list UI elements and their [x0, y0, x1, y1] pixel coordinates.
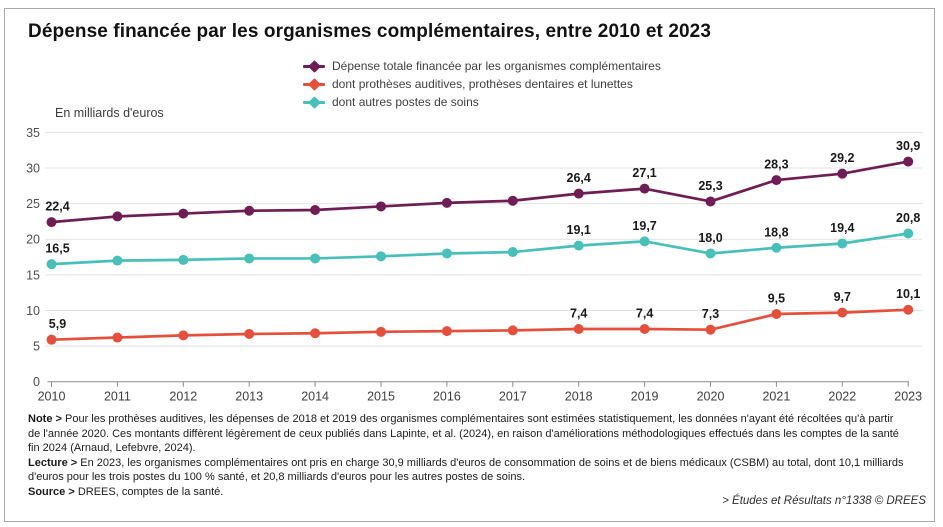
y-tick-label: 25	[26, 197, 40, 212]
legend-label-protheses: dont prothèses auditives, prothèses dentaires et lunettes	[332, 77, 633, 91]
data-point	[47, 217, 57, 227]
y-axis-labels	[26, 126, 40, 389]
y-tick-label: 10	[26, 303, 40, 318]
data-point	[640, 324, 650, 334]
x-axis	[38, 382, 923, 404]
chart-title: Dépense financée par les organismes complémentaires, entre 2010 et 2023	[28, 21, 711, 42]
publication-credit: > Études et Résultats n°1338 © DREES	[722, 495, 926, 507]
data-point	[244, 206, 254, 216]
data-point	[47, 259, 57, 269]
data-point	[640, 236, 650, 246]
footer-notes	[28, 412, 906, 499]
data-point-label: 7,3	[701, 307, 720, 322]
data-point	[310, 253, 320, 263]
data-point	[837, 308, 847, 318]
y-tick-label: 20	[26, 232, 40, 247]
x-tick-label: 2014	[301, 389, 330, 404]
data-point-label: 26,4	[566, 171, 591, 186]
source-text: DREES, comptes de la santé.	[74, 485, 224, 498]
data-point	[508, 196, 518, 206]
x-tick-label: 2011	[103, 389, 131, 404]
data-point	[442, 326, 452, 336]
diamond-marker-icon	[303, 97, 325, 107]
data-point	[837, 169, 847, 179]
note-paragraph	[28, 412, 906, 456]
data-point	[442, 248, 452, 258]
data-point-label: 29,2	[830, 151, 855, 166]
x-tick-label: 2023	[894, 389, 923, 404]
data-point	[903, 305, 913, 315]
chart-legend	[303, 57, 661, 111]
legend-item-autres	[303, 93, 661, 111]
data-point	[244, 253, 254, 263]
x-tick-label: 2016	[432, 389, 461, 404]
data-point	[178, 209, 188, 219]
legend-label-total: Dépense totale financée par les organismes complémentaires	[332, 59, 661, 73]
data-point-label: 16,5	[45, 241, 70, 256]
lecture-paragraph	[28, 456, 906, 485]
diamond-marker-icon	[303, 79, 325, 89]
data-point	[574, 189, 584, 199]
legend-item-total	[303, 57, 661, 75]
data-point	[112, 333, 122, 343]
note-text: Pour les prothèses auditives, les dépenses de 2018 et 2019 des organismes complémentaires sont estimées statistiquement, les données n'ayant été récoltées qu'à partir de l'année 2020. Ces montants diffèrent légèrement de ceux publiés dans Lapinte, et al. (2024), en raison d'améliorations méthodologiques effectués dans les comptes de la santé fin 2024 (Arnaud, Lefebvre, 2024).	[28, 413, 899, 455]
lecture-text: En 2023, les organismes complémentaires ont pris en charge 30,9 milliards d'euros de consommation de soins et de biens médicaux (CSBM) au total, dont 10,1 milliards d'euros pour les trois postes du 100 % santé, et 20,8 milliards d'euros pour les autres postes de soins.	[28, 456, 904, 484]
data-point	[771, 309, 781, 319]
source-prefix: Source >	[28, 485, 75, 498]
x-tick-label: 2018	[564, 389, 593, 404]
note-prefix: Note >	[28, 413, 62, 425]
data-point-label: 7,4	[635, 306, 654, 321]
data-point	[244, 329, 254, 339]
data-point	[771, 243, 781, 253]
x-tick-label: 2012	[169, 389, 198, 404]
x-tick-label: 2022	[828, 389, 857, 404]
data-point	[376, 251, 386, 261]
data-point-label: 19,7	[632, 218, 657, 233]
data-point-label: 18,0	[698, 230, 723, 245]
data-point	[310, 205, 320, 215]
data-point-label: 10,1	[896, 287, 921, 302]
data-point	[903, 157, 913, 167]
y-tick-label: 35	[26, 125, 40, 140]
data-point	[376, 201, 386, 211]
data-point	[47, 335, 57, 345]
data-point-label: 7,4	[570, 306, 588, 321]
data-point	[178, 330, 188, 340]
data-point-label: 27,1	[632, 166, 657, 181]
series-point-labels-2	[45, 211, 920, 256]
y-tick-label: 15	[26, 268, 40, 283]
lecture-prefix: Lecture >	[28, 456, 78, 469]
data-point	[706, 196, 716, 206]
data-point	[640, 184, 650, 194]
x-tick-label: 2010	[37, 389, 66, 404]
y-tick-label: 30	[26, 161, 40, 176]
series-point-labels-1	[49, 287, 921, 331]
data-point-label: 9,5	[767, 291, 786, 306]
data-point-label: 5,9	[48, 317, 67, 332]
data-point-label: 28,3	[764, 157, 789, 172]
x-tick-label: 2015	[367, 389, 395, 404]
data-point	[771, 175, 781, 185]
data-point-label: 19,1	[566, 223, 591, 238]
data-point	[574, 324, 584, 334]
data-point-label: 30,9	[896, 139, 921, 154]
data-point	[508, 247, 518, 257]
data-point	[178, 255, 188, 265]
data-point	[376, 327, 386, 337]
legend-label-autres: dont autres postes de soins	[332, 95, 479, 109]
data-point	[310, 328, 320, 338]
x-tick-label: 2017	[498, 389, 527, 404]
data-point-label: 9,7	[833, 290, 851, 305]
data-point	[112, 211, 122, 221]
data-point	[442, 198, 452, 208]
data-point-label: 20,8	[896, 211, 921, 226]
x-tick-label: 2020	[696, 389, 725, 404]
data-point	[112, 256, 122, 266]
x-tick-label: 2021	[762, 389, 791, 404]
legend-item-protheses	[303, 75, 661, 93]
data-point-label: 25,3	[698, 178, 723, 193]
x-tick-label: 2013	[235, 389, 264, 404]
data-point-label: 19,4	[830, 220, 855, 235]
data-point	[706, 248, 716, 258]
data-point	[903, 229, 913, 239]
y-tick-label: 0	[33, 375, 40, 390]
y-axis-unit-label: En milliards d'euros	[55, 106, 164, 120]
y-tick-label: 5	[33, 339, 40, 354]
data-point-label: 22,4	[45, 199, 70, 214]
x-tick-label: 2019	[630, 389, 659, 404]
data-point	[706, 325, 716, 335]
data-point	[574, 241, 584, 251]
data-point	[508, 325, 518, 335]
data-point-label: 18,8	[764, 225, 789, 240]
data-point	[837, 238, 847, 248]
diamond-marker-icon	[303, 61, 325, 71]
